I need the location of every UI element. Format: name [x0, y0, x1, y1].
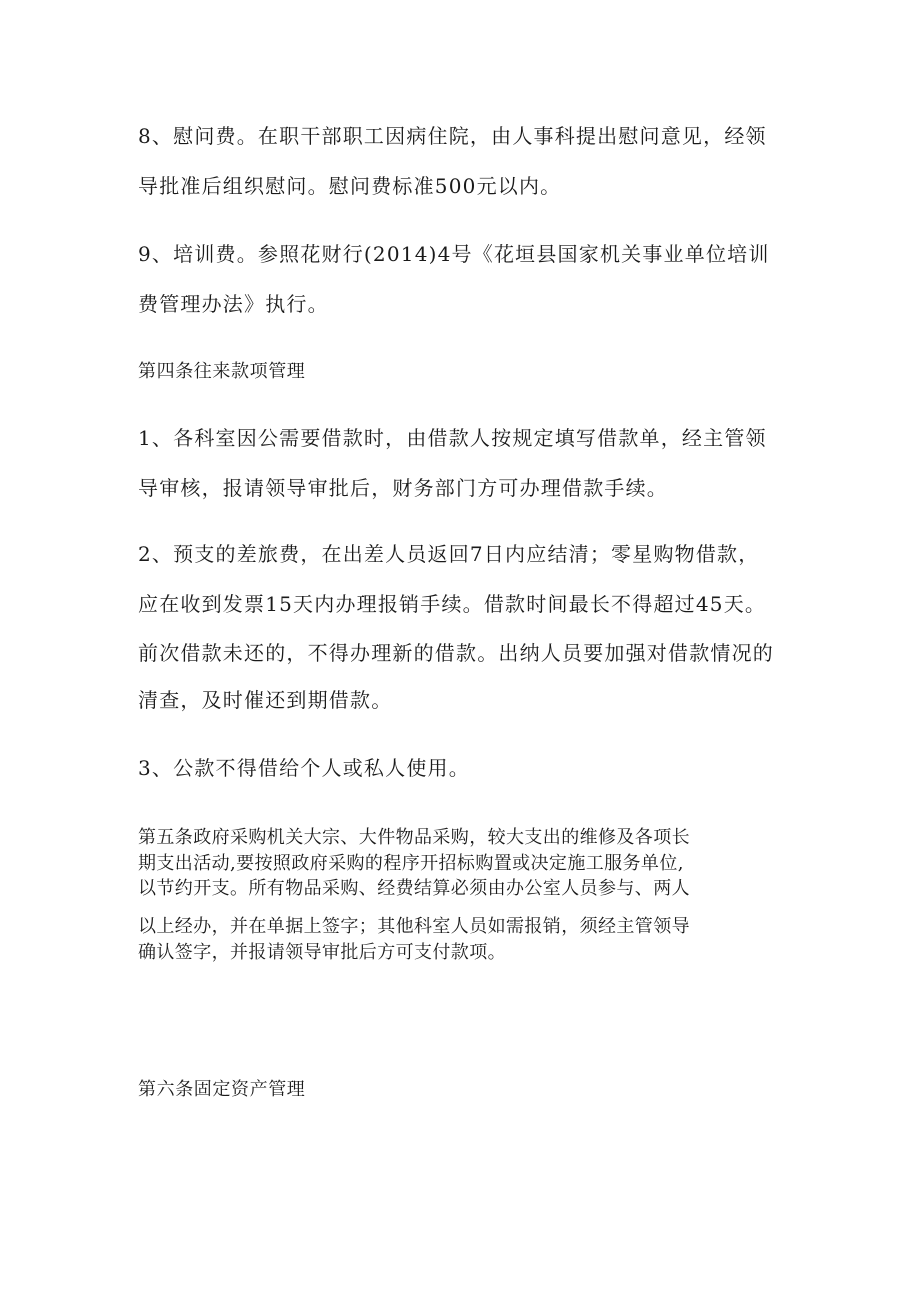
paragraph-line: 导审核，报请领导审批后，财务部门方可办理借款手续。	[138, 476, 668, 500]
paragraph-line: 应在收到发票15天内办理报销手续。借款时间最长不得超过45天。	[138, 592, 767, 616]
paragraph-line: 8、慰问费。在职干部职工因病住院，由人事科提出慰问意见，经领	[138, 124, 767, 148]
paragraph-line: 以上经办，并在单据上签字；其他科室人员如需报销，须经主管领导	[138, 916, 690, 937]
paragraph-line: 确认签字，并报请领导审批后方可支付款项。	[138, 942, 506, 963]
paragraph-line: 以节约开支。所有物品采购、经费结算必须由办公室人员参与、两人	[138, 878, 690, 899]
paragraph-line: 清查，及时催还到期借款。	[138, 688, 393, 712]
paragraph-line: 9、培训费。参照花财行(2014)4号《花垣县国家机关事业单位培训	[138, 242, 770, 266]
paragraph-line: 费管理办法》执行。	[138, 292, 329, 316]
paragraph-line: 第五条政府采购机关大宗、大件物品采购，较大支出的维修及各项长	[138, 827, 690, 848]
paragraph-line: 导批准后组织慰问。慰问费标准500元以内。	[138, 174, 562, 198]
paragraph-line: 1、各科室因公需要借款时，由借款人按规定填写借款单，经主管领	[138, 426, 767, 450]
paragraph-line: 期支出活动,要按照政府采购的程序开招标购置或决定施工服务单位,	[138, 853, 684, 874]
section-heading: 第六条固定资产管理	[138, 1079, 306, 1100]
section-heading: 第四条往来款项管理	[138, 361, 306, 382]
paragraph-line: 2、预支的差旅费，在出差人员返回7日内应结清；零星购物借款，	[138, 542, 760, 566]
paragraph-line: 3、公款不得借给个人或私人使用。	[138, 756, 470, 780]
paragraph-line: 前次借款未还的，不得办理新的借款。出纳人员要加强对借款情况的	[138, 641, 774, 665]
